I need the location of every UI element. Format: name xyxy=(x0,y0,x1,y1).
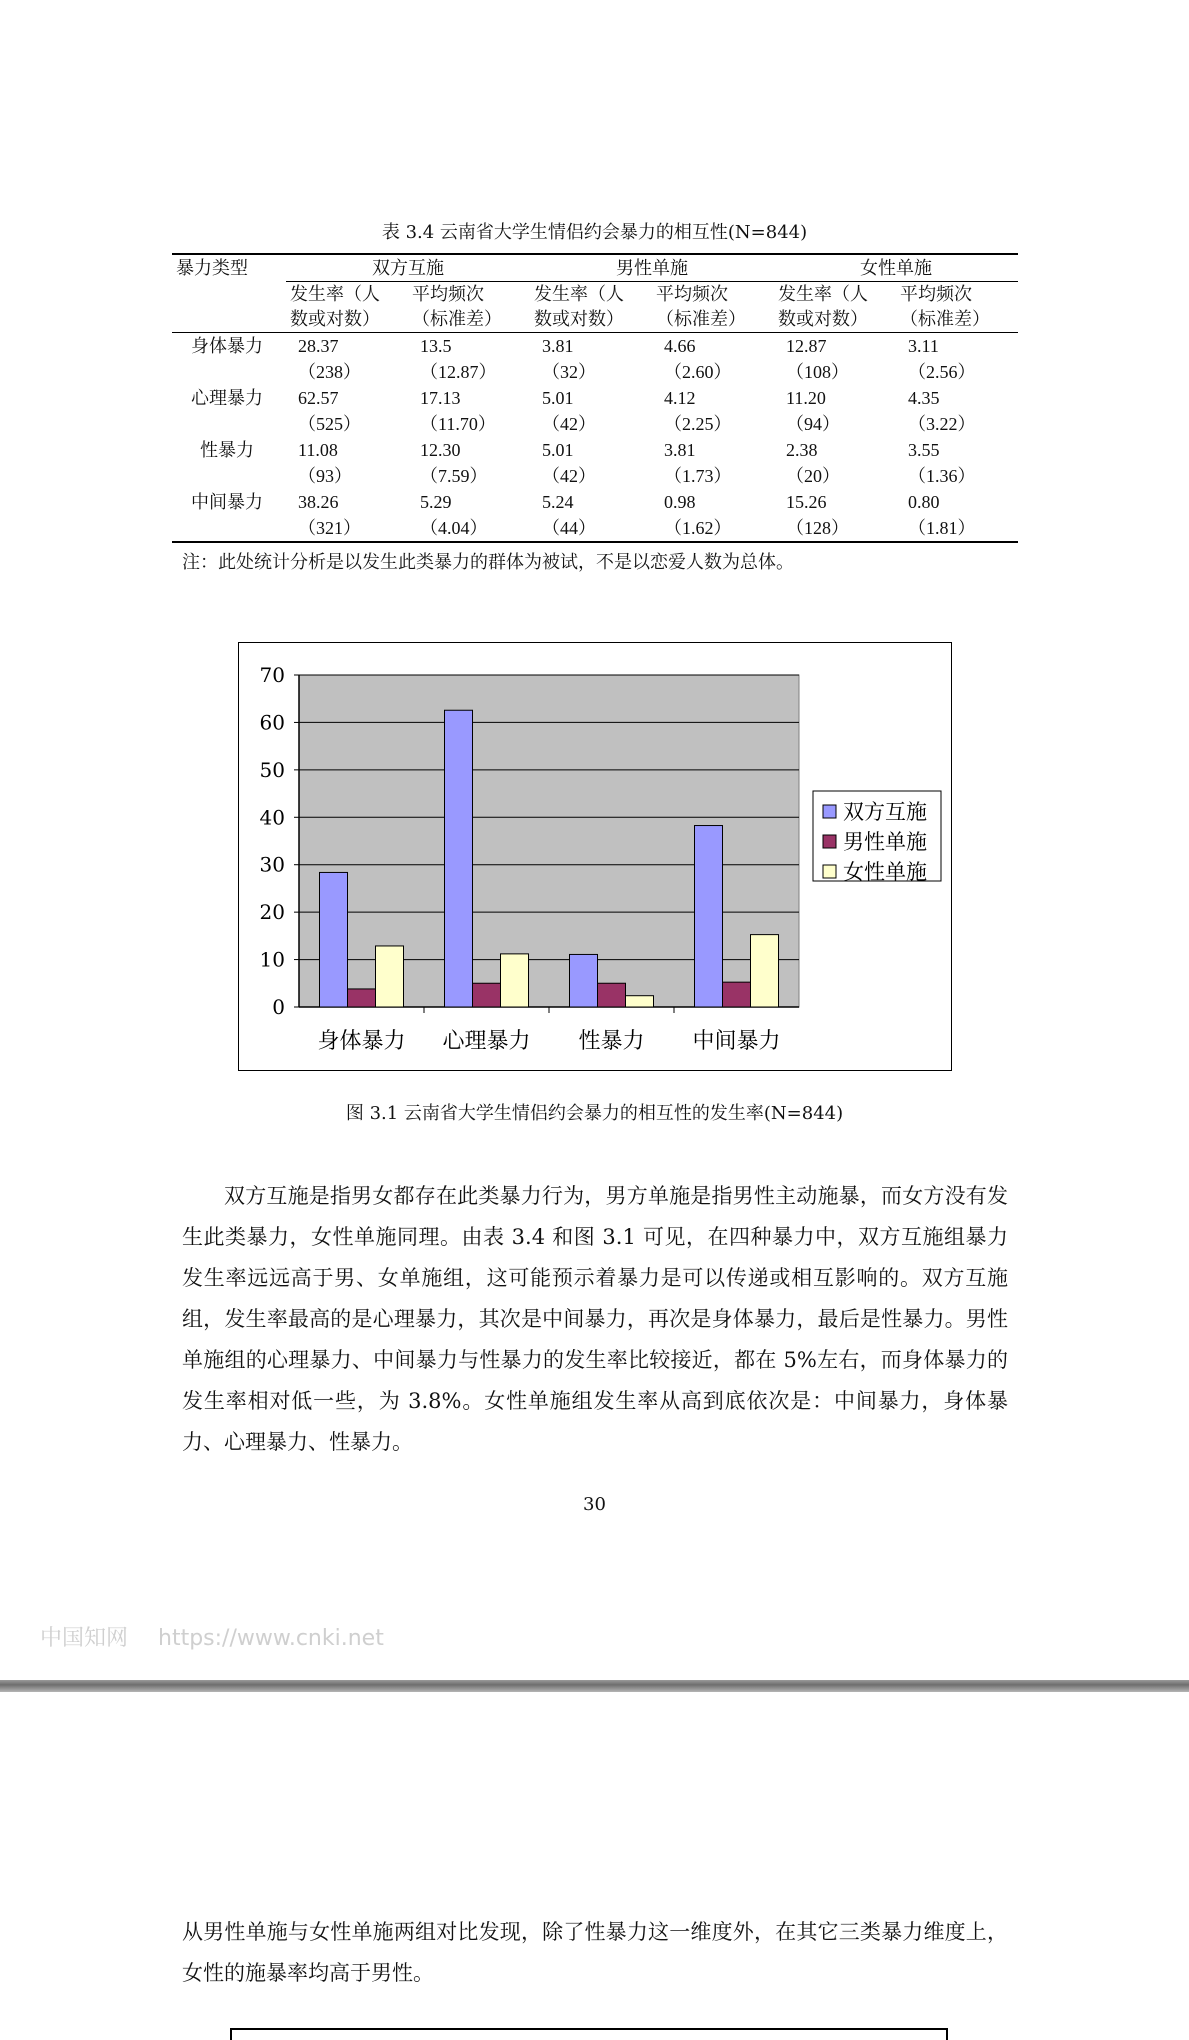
cell-paren-value: （3.22） xyxy=(908,414,976,434)
sub-header: 平均频次 （标准差） xyxy=(408,282,530,333)
cell-value: 3.55 xyxy=(908,440,940,460)
bar-双方互施 xyxy=(570,954,598,1007)
bar-男性单施 xyxy=(598,983,626,1007)
table-cell xyxy=(408,489,530,542)
table-cell xyxy=(896,385,1018,437)
y-tick-label: 30 xyxy=(259,852,285,877)
cell-paren-value: （20） xyxy=(786,466,840,486)
bar-女性单施 xyxy=(376,946,404,1007)
cell-paren-value: （93） xyxy=(298,466,352,486)
cell-paren-value: （2.56） xyxy=(908,362,976,382)
table-cell xyxy=(652,437,774,489)
table-cell xyxy=(286,489,408,542)
legend-swatch xyxy=(823,865,836,878)
mutuality-table xyxy=(172,253,1018,543)
table-cell xyxy=(530,489,652,542)
y-tick-label: 0 xyxy=(272,995,285,1019)
bar-男性单施 xyxy=(348,989,376,1007)
table-row xyxy=(172,437,1018,489)
bar-chart xyxy=(238,642,952,1071)
bar-双方互施 xyxy=(320,872,348,1007)
table-cell xyxy=(408,437,530,489)
cell-paren-value: （108） xyxy=(786,362,849,382)
legend-label: 男性单施 xyxy=(843,830,927,854)
cell-value: 11.08 xyxy=(298,440,338,460)
cell-value: 3.81 xyxy=(542,336,574,356)
sub-header: 平均频次 （标准差） xyxy=(652,282,774,333)
table-cell xyxy=(286,333,408,386)
cell-value: 62.57 xyxy=(298,388,339,408)
table-cell xyxy=(774,333,896,386)
cell-paren-value: （525） xyxy=(298,414,361,434)
y-tick-label: 10 xyxy=(259,947,285,972)
body-paragraph xyxy=(182,1176,1008,1463)
x-tick-label: 性暴力 xyxy=(578,1029,645,1054)
cell-paren-value: （42） xyxy=(542,414,596,434)
page-separator xyxy=(0,1680,1189,1692)
cell-value: 15.26 xyxy=(786,492,827,512)
cell-paren-value: （44） xyxy=(542,518,596,538)
cell-value: 5.24 xyxy=(542,492,574,512)
type-header: 暴力类型 xyxy=(172,254,286,333)
figure-caption: 图 3.1 云南省大学生情侣约会暴力的相互性的发生率(N=844) xyxy=(345,1103,844,1124)
cell-value: 11.20 xyxy=(786,388,826,408)
group-header: 双方互施 xyxy=(286,254,530,282)
legend-swatch xyxy=(823,835,836,848)
cell-value: 0.98 xyxy=(664,492,696,512)
chart-svg xyxy=(239,643,953,1072)
table-row xyxy=(172,385,1018,437)
cell-paren-value: （32） xyxy=(542,362,596,382)
table-note: 注：此处统计分析是以发生此类暴力的群体为被试，不是以恋爱人数为总体。 xyxy=(182,552,794,573)
page-number: 30 xyxy=(583,1494,606,1515)
table-cell xyxy=(774,437,896,489)
cell-paren-value: （11.70） xyxy=(420,414,496,434)
cell-paren-value: （1.81） xyxy=(908,518,976,538)
bar-女性单施 xyxy=(751,935,779,1007)
watermark-brand: 中国知网 xyxy=(40,1626,129,1651)
bar-双方互施 xyxy=(695,826,723,1007)
y-tick-label: 20 xyxy=(259,900,285,925)
row-label: 身体暴力 xyxy=(191,336,263,356)
x-tick-label: 心理暴力 xyxy=(442,1029,531,1054)
table-group-header-row xyxy=(172,254,1018,282)
cell-paren-value: （1.73） xyxy=(664,466,732,486)
table-cell xyxy=(530,333,652,386)
legend-swatch xyxy=(823,805,836,818)
watermark-url: https://www.cnki.net xyxy=(158,1626,384,1651)
table-cell xyxy=(286,385,408,437)
table-cell xyxy=(774,385,896,437)
cell-paren-value: （128） xyxy=(786,518,849,538)
cell-value: 5.01 xyxy=(542,440,574,460)
y-tick-label: 70 xyxy=(259,663,285,687)
cell-paren-value: （238） xyxy=(298,362,361,382)
bar-男性单施 xyxy=(473,983,501,1007)
cell-paren-value: （94） xyxy=(786,414,840,434)
table-cell xyxy=(652,333,774,386)
next-figure-frame xyxy=(230,2028,948,2040)
cell-value: 5.01 xyxy=(542,388,574,408)
cell-value: 28.37 xyxy=(298,336,339,356)
cell-paren-value: （7.59） xyxy=(420,466,488,486)
bar-女性单施 xyxy=(626,996,654,1007)
row-label: 心理暴力 xyxy=(191,388,263,408)
table-cell xyxy=(652,385,774,437)
cell-value: 17.13 xyxy=(420,388,461,408)
cell-value: 12.87 xyxy=(786,336,827,356)
table-cell xyxy=(896,437,1018,489)
group-header: 女性单施 xyxy=(774,254,1018,282)
cell-paren-value: （1.36） xyxy=(908,466,976,486)
table-cell xyxy=(896,333,1018,386)
cell-paren-value: （4.04） xyxy=(420,518,488,538)
table-row xyxy=(172,333,1018,386)
legend-label: 双方互施 xyxy=(843,800,927,824)
cell-value: 4.66 xyxy=(664,336,696,356)
cell-value: 5.29 xyxy=(420,492,452,512)
y-tick-label: 50 xyxy=(259,757,285,782)
cell-value: 4.35 xyxy=(908,388,940,408)
cell-paren-value: （42） xyxy=(542,466,596,486)
cell-value: 3.11 xyxy=(908,336,939,356)
sub-header: 发生率（人 数或对数） xyxy=(774,282,896,333)
cell-value: 12.30 xyxy=(420,440,461,460)
table-sub-header-row xyxy=(172,282,1018,333)
cell-paren-value: （2.25） xyxy=(664,414,732,434)
sub-header: 平均频次 （标准差） xyxy=(896,282,1018,333)
table-cell xyxy=(286,437,408,489)
cell-paren-value: （321） xyxy=(298,518,361,538)
y-tick-label: 40 xyxy=(259,805,285,830)
table-cell xyxy=(530,385,652,437)
cell-paren-value: （2.60） xyxy=(664,362,732,382)
bar-男性单施 xyxy=(723,982,751,1007)
watermark xyxy=(40,1621,384,1652)
paragraph-text: 双方互施是指男女都存在此类暴力行为，男方单施是指男性主动施暴，而女方没有发生此类暴力，女性单施同理。由表 3.4 和图 3.1 可见，在四种暴力中，双方互施组暴力发生率远远高于男、女单施组，这可能预示着暴力是可以传递或相互影响的。双方互施组，发生率最高的是心理暴力，其次是中间暴力，再次是身体暴力，最后是性暴力。男性单施组的心理暴力、中间暴力与性暴力的发生率比较接近，都在 5%左右，而身体暴力的发生率相对低一些，为 3.8%。女性单施组发生率从高到底依次是：中间暴力，身体暴力、心理暴力、性暴力。 xyxy=(182,1184,1008,1454)
group-header: 男性单施 xyxy=(530,254,774,282)
sub-header: 发生率（人 数或对数） xyxy=(530,282,652,333)
table-cell xyxy=(408,333,530,386)
cell-value: 38.26 xyxy=(298,492,339,512)
plot-area xyxy=(299,675,799,1007)
table-caption: 表 3.4 云南省大学生情侣约会暴力的相互性(N=844) xyxy=(381,222,808,243)
cell-paren-value: （1.62） xyxy=(664,518,732,538)
table-cell xyxy=(896,489,1018,542)
cell-paren-value: （12.87） xyxy=(420,362,497,382)
row-label: 性暴力 xyxy=(200,440,254,460)
table-cell xyxy=(408,385,530,437)
cell-value: 13.5 xyxy=(420,336,452,356)
table-body xyxy=(172,333,1018,543)
paragraph-text: 从男性单施与女性单施两组对比发现，除了性暴力这一维度外，在其它三类暴力维度上，女性的施暴率均高于男性。 xyxy=(182,1920,1008,1985)
row-label: 中间暴力 xyxy=(172,489,286,542)
table-cell xyxy=(774,489,896,542)
cell-value: 3.81 xyxy=(664,440,696,460)
body-paragraph-next-page xyxy=(182,1912,1008,1994)
x-tick-label: 身体暴力 xyxy=(317,1029,406,1054)
table-cell xyxy=(530,437,652,489)
cell-value: 4.12 xyxy=(664,388,696,408)
legend-label: 女性单施 xyxy=(843,860,927,884)
x-tick-label: 中间暴力 xyxy=(692,1029,781,1054)
sub-header: 发生率（人 数或对数） xyxy=(286,282,408,333)
table-cell xyxy=(652,489,774,542)
bar-双方互施 xyxy=(445,710,473,1007)
table-row xyxy=(172,489,1018,542)
bar-女性单施 xyxy=(501,954,529,1007)
y-tick-label: 60 xyxy=(259,710,285,735)
cell-value: 0.80 xyxy=(908,492,940,512)
cell-value: 2.38 xyxy=(786,440,818,460)
